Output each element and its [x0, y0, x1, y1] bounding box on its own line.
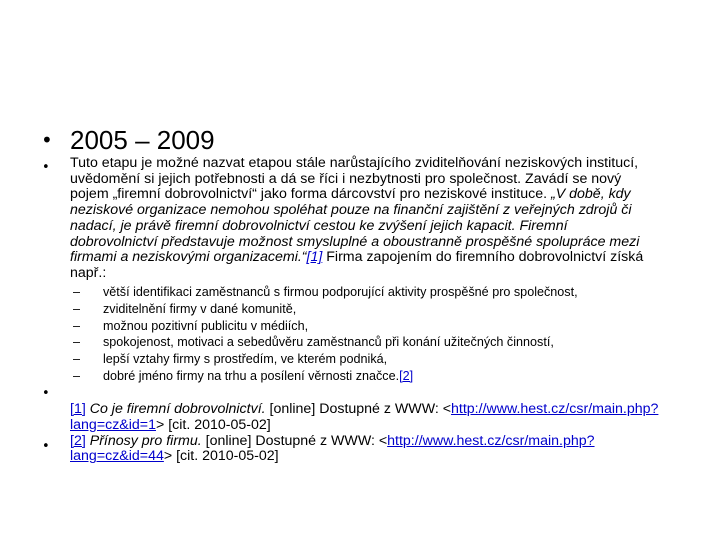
dash-marker: – — [73, 368, 81, 383]
footnote-link-1[interactable]: [1] — [306, 249, 323, 266]
reference-1-url-link[interactable]: http://www.hest.cz/csr/main.php?lang=cz&id=1 — [70, 401, 659, 433]
reference-2-citation-date: > [cit. 2010-05-02] — [163, 448, 279, 465]
dash-marker: – — [73, 335, 81, 350]
paragraph-outro: Firma zapojením do firemního dobrovolnictví získá např.: — [70, 249, 644, 281]
benefits-list — [73, 284, 673, 385]
list-item-text: spokojenost, motivaci a sebedůvěru zaměstnanců při konání užitečných činností, — [103, 335, 554, 350]
list-item-text: dobré jméno firmy na trhu a posílení věrnosti značce. — [103, 368, 400, 383]
dash-marker: – — [73, 352, 81, 367]
list-item-text: zviditelnění firmy v dané komunitě, — [103, 301, 297, 316]
body-paragraph — [70, 156, 656, 282]
reference-2-title: Přínosy pro firmu. — [89, 432, 202, 449]
reference-2-marker[interactable]: [2] — [70, 432, 86, 449]
heading-bullet: • — [41, 128, 53, 152]
empty-bullet: • — [42, 386, 50, 401]
reference-2-url-link[interactable]: http://www.hest.cz/csr/main.php?lang=cz&id=44 — [70, 432, 595, 465]
reference-1-marker[interactable]: [1] — [70, 401, 86, 417]
list-item — [73, 351, 673, 368]
reference-2-text: [online] Dostupné z WWW: < — [201, 432, 388, 449]
list-item-text: lepší vztahy firmy s prostředím, ve kterém podniká, — [103, 352, 388, 367]
references-bullet: • — [42, 439, 50, 454]
list-item — [73, 334, 673, 351]
footnote-link-2[interactable]: [2] — [399, 368, 414, 383]
reference-1 — [70, 402, 670, 434]
slide-heading: 2005 – 2009 — [70, 125, 215, 155]
list-item-text: možnou pozitivní publicitu v médiích, — [103, 318, 309, 333]
reference-1-text: [online] Dostupné z WWW: < — [265, 401, 452, 417]
dash-marker: – — [73, 301, 81, 316]
list-item-text: větší identifikaci zaměstnanců s firmou podporující aktivity prospěšné pro společnost, — [103, 285, 578, 299]
references — [70, 402, 670, 465]
dash-marker: – — [73, 318, 81, 333]
dash-marker: – — [73, 285, 81, 299]
list-item — [73, 318, 673, 335]
list-item — [73, 284, 673, 301]
paragraph-quote: „V době, kdy neziskové organizace nemohou spoléhat pouze na finanční zajištění z veřejných zdrojů či nadací, je právě firemní dobrovolnictví cestou ke zvýšení jejich kapacit. Firemní dobrovolnictví představuje možnost smysluplné a oboustranně prospěšné spolupráce mezi firmami a neziskovými organizacemi.“ — [70, 186, 640, 266]
paragraph-intro: Tuto etapu je možné nazvat etapou stále narůstajícího zviditelňování neziskových institucí, uvědomění si jejich potřebnosti a dá se říci i nezbytnosti pro společnost. Zavádí se nový pojem „firemní dobrovolnictví“ jako forma dárcovství pro neziskové instituce. — [70, 155, 639, 203]
paragraph-bullet: • — [42, 160, 50, 175]
list-item — [73, 301, 673, 318]
reference-1-title: Co je firemní dobrovolnictví. — [89, 401, 266, 417]
list-item — [73, 368, 673, 385]
reference-1-citation-date: > [cit. 2010-05-02] — [155, 416, 271, 433]
reference-2 — [70, 434, 670, 466]
